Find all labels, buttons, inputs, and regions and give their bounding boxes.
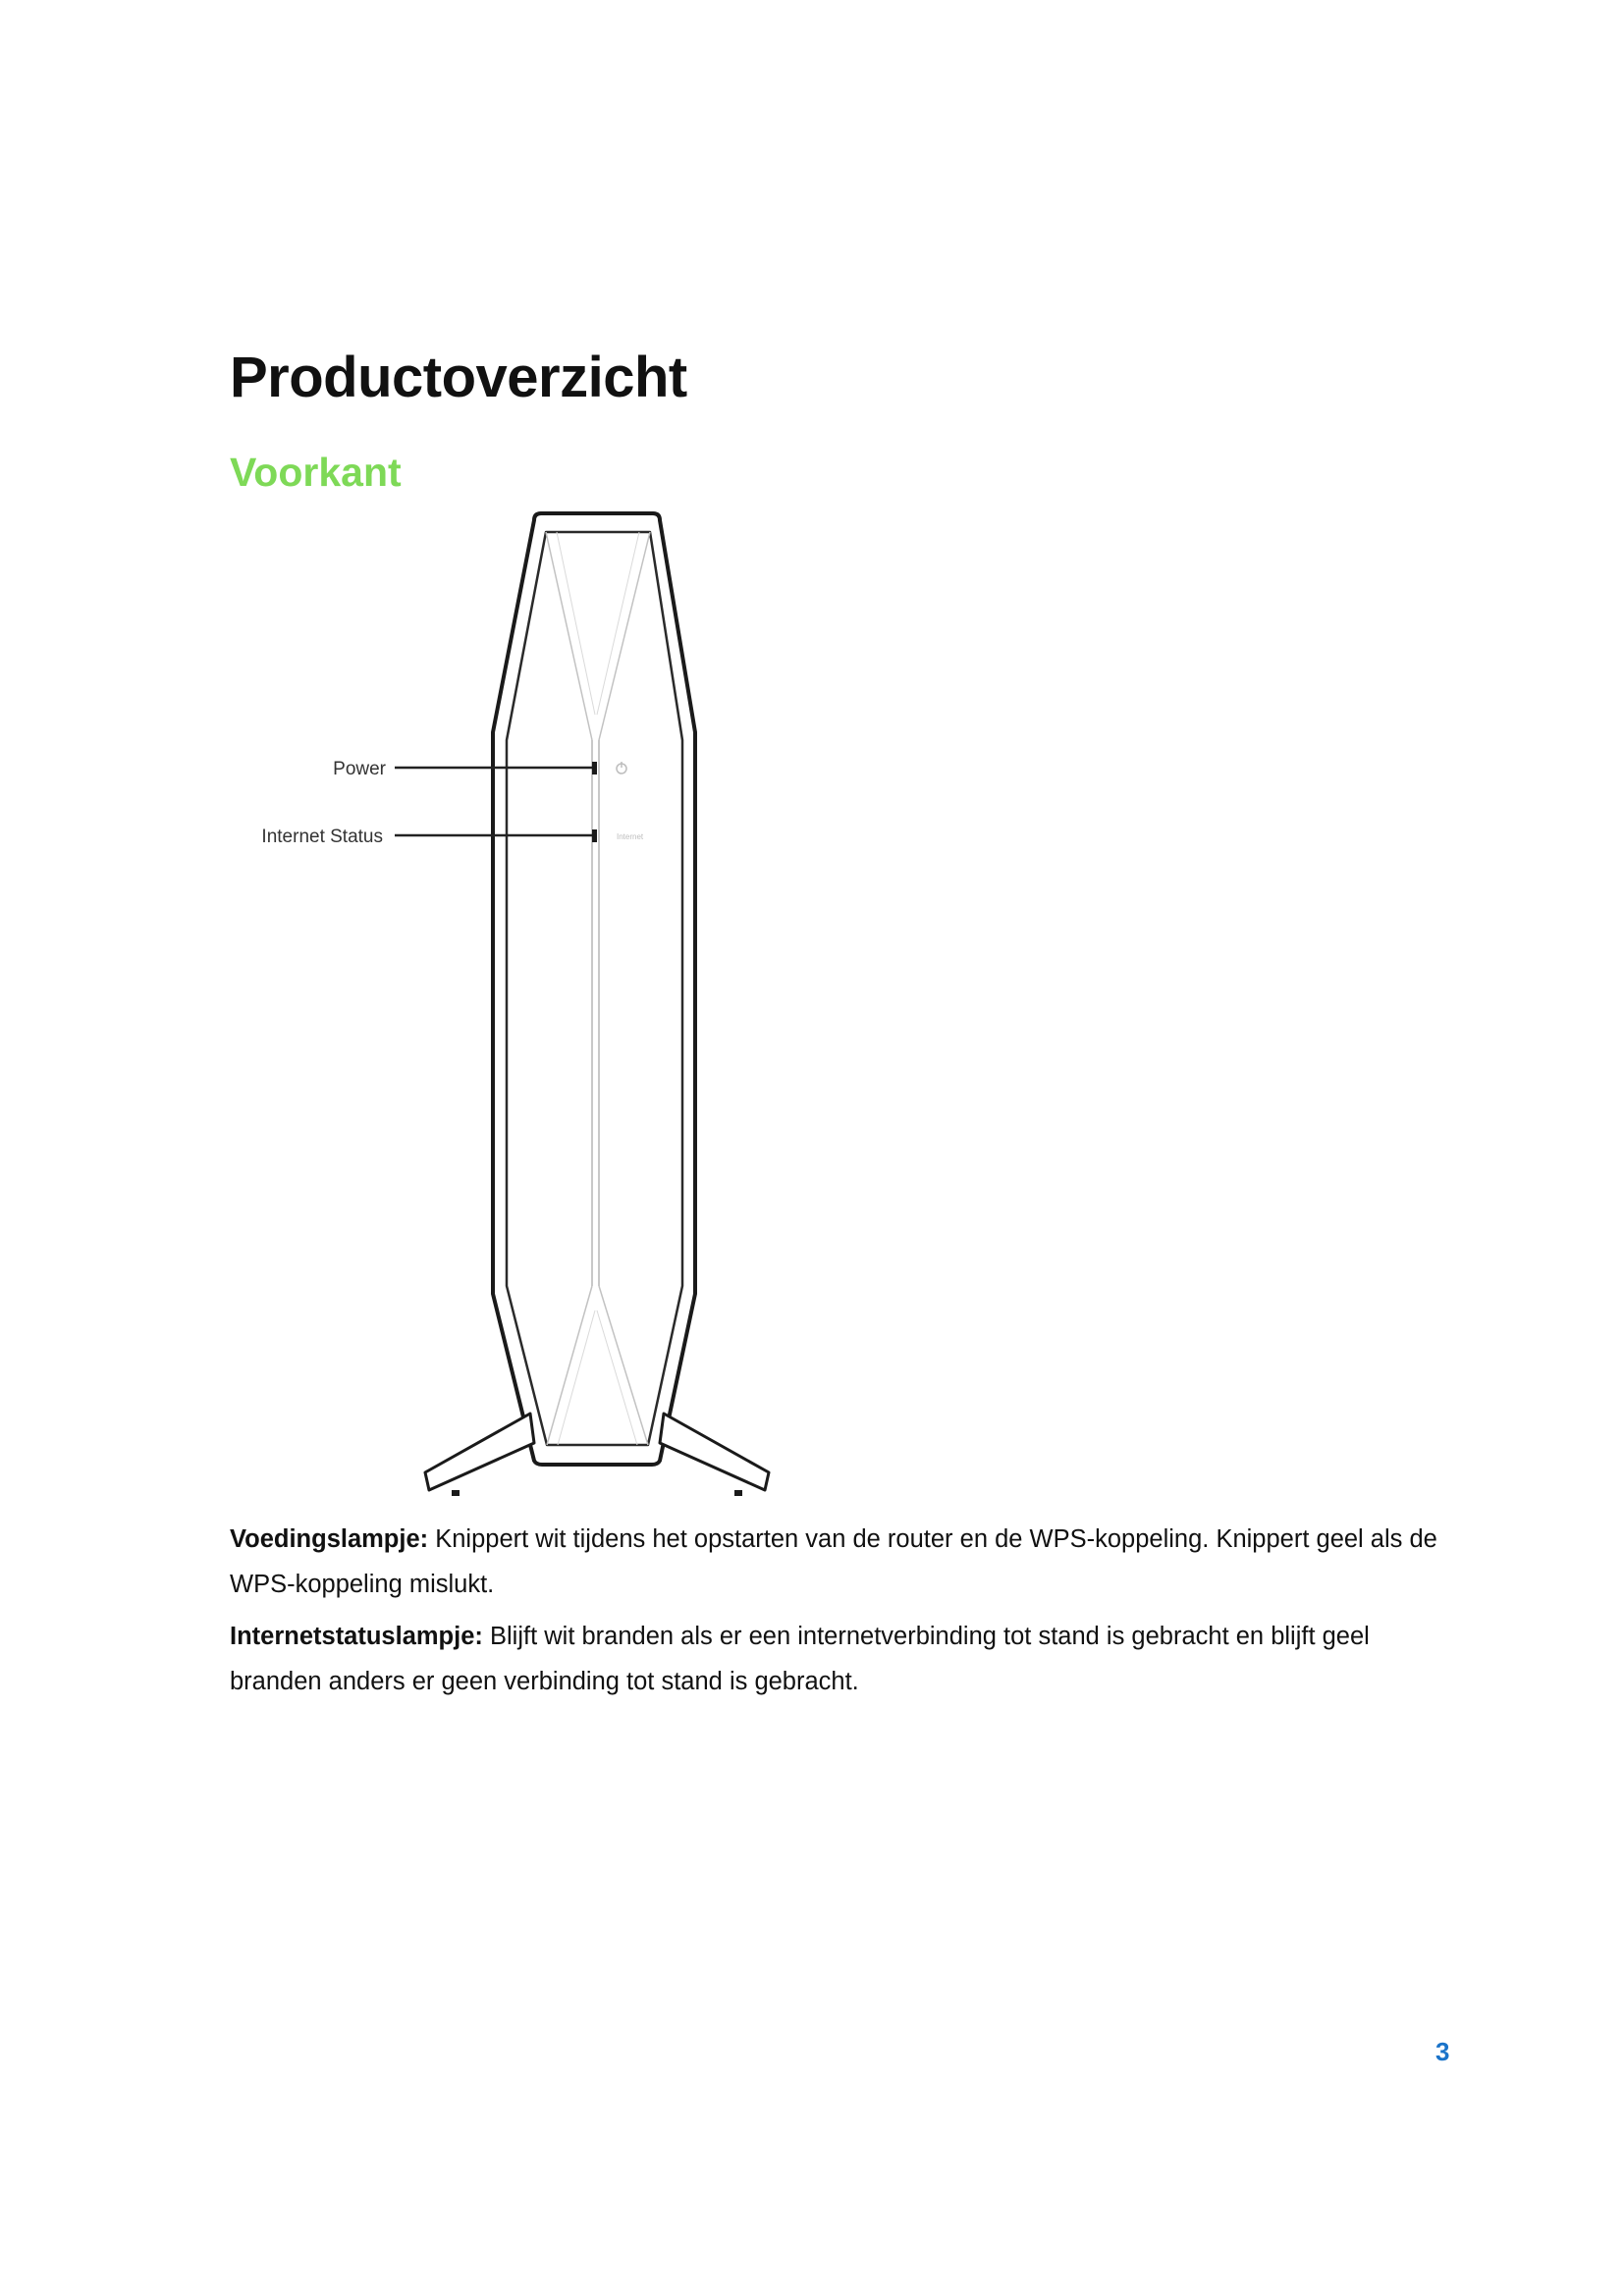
internet-led-term: Internetstatuslampje: (230, 1623, 483, 1650)
internet-led-text: Blijft wit branden als er een internetverbinding tot stand is gebracht en blijft geel branden anders er geen verbinding tot stand is gebracht. (230, 1623, 1370, 1695)
power-led (592, 762, 597, 774)
power-led-term: Voedingslampje: (230, 1525, 429, 1553)
power-led-text: Knippert wit tijdens het opstarten van de router en de WPS-koppeling. Knippert geel als de WPS-koppeling mislukt. (230, 1525, 1437, 1598)
power-callout-label: Power (333, 759, 386, 779)
internet-led-description (230, 1614, 1447, 1704)
internet-led (592, 829, 597, 842)
stand-leg-left (425, 1414, 534, 1490)
internet-status-callout-label: Internet Status (261, 827, 383, 847)
section-title: Voorkant (230, 450, 402, 495)
page-number: 3 (1435, 2037, 1450, 2066)
stand-leg-right (660, 1414, 769, 1490)
power-led-description (230, 1517, 1447, 1607)
internet-led-text: Internet (617, 832, 644, 841)
page-title: Productoverzicht (230, 346, 687, 409)
